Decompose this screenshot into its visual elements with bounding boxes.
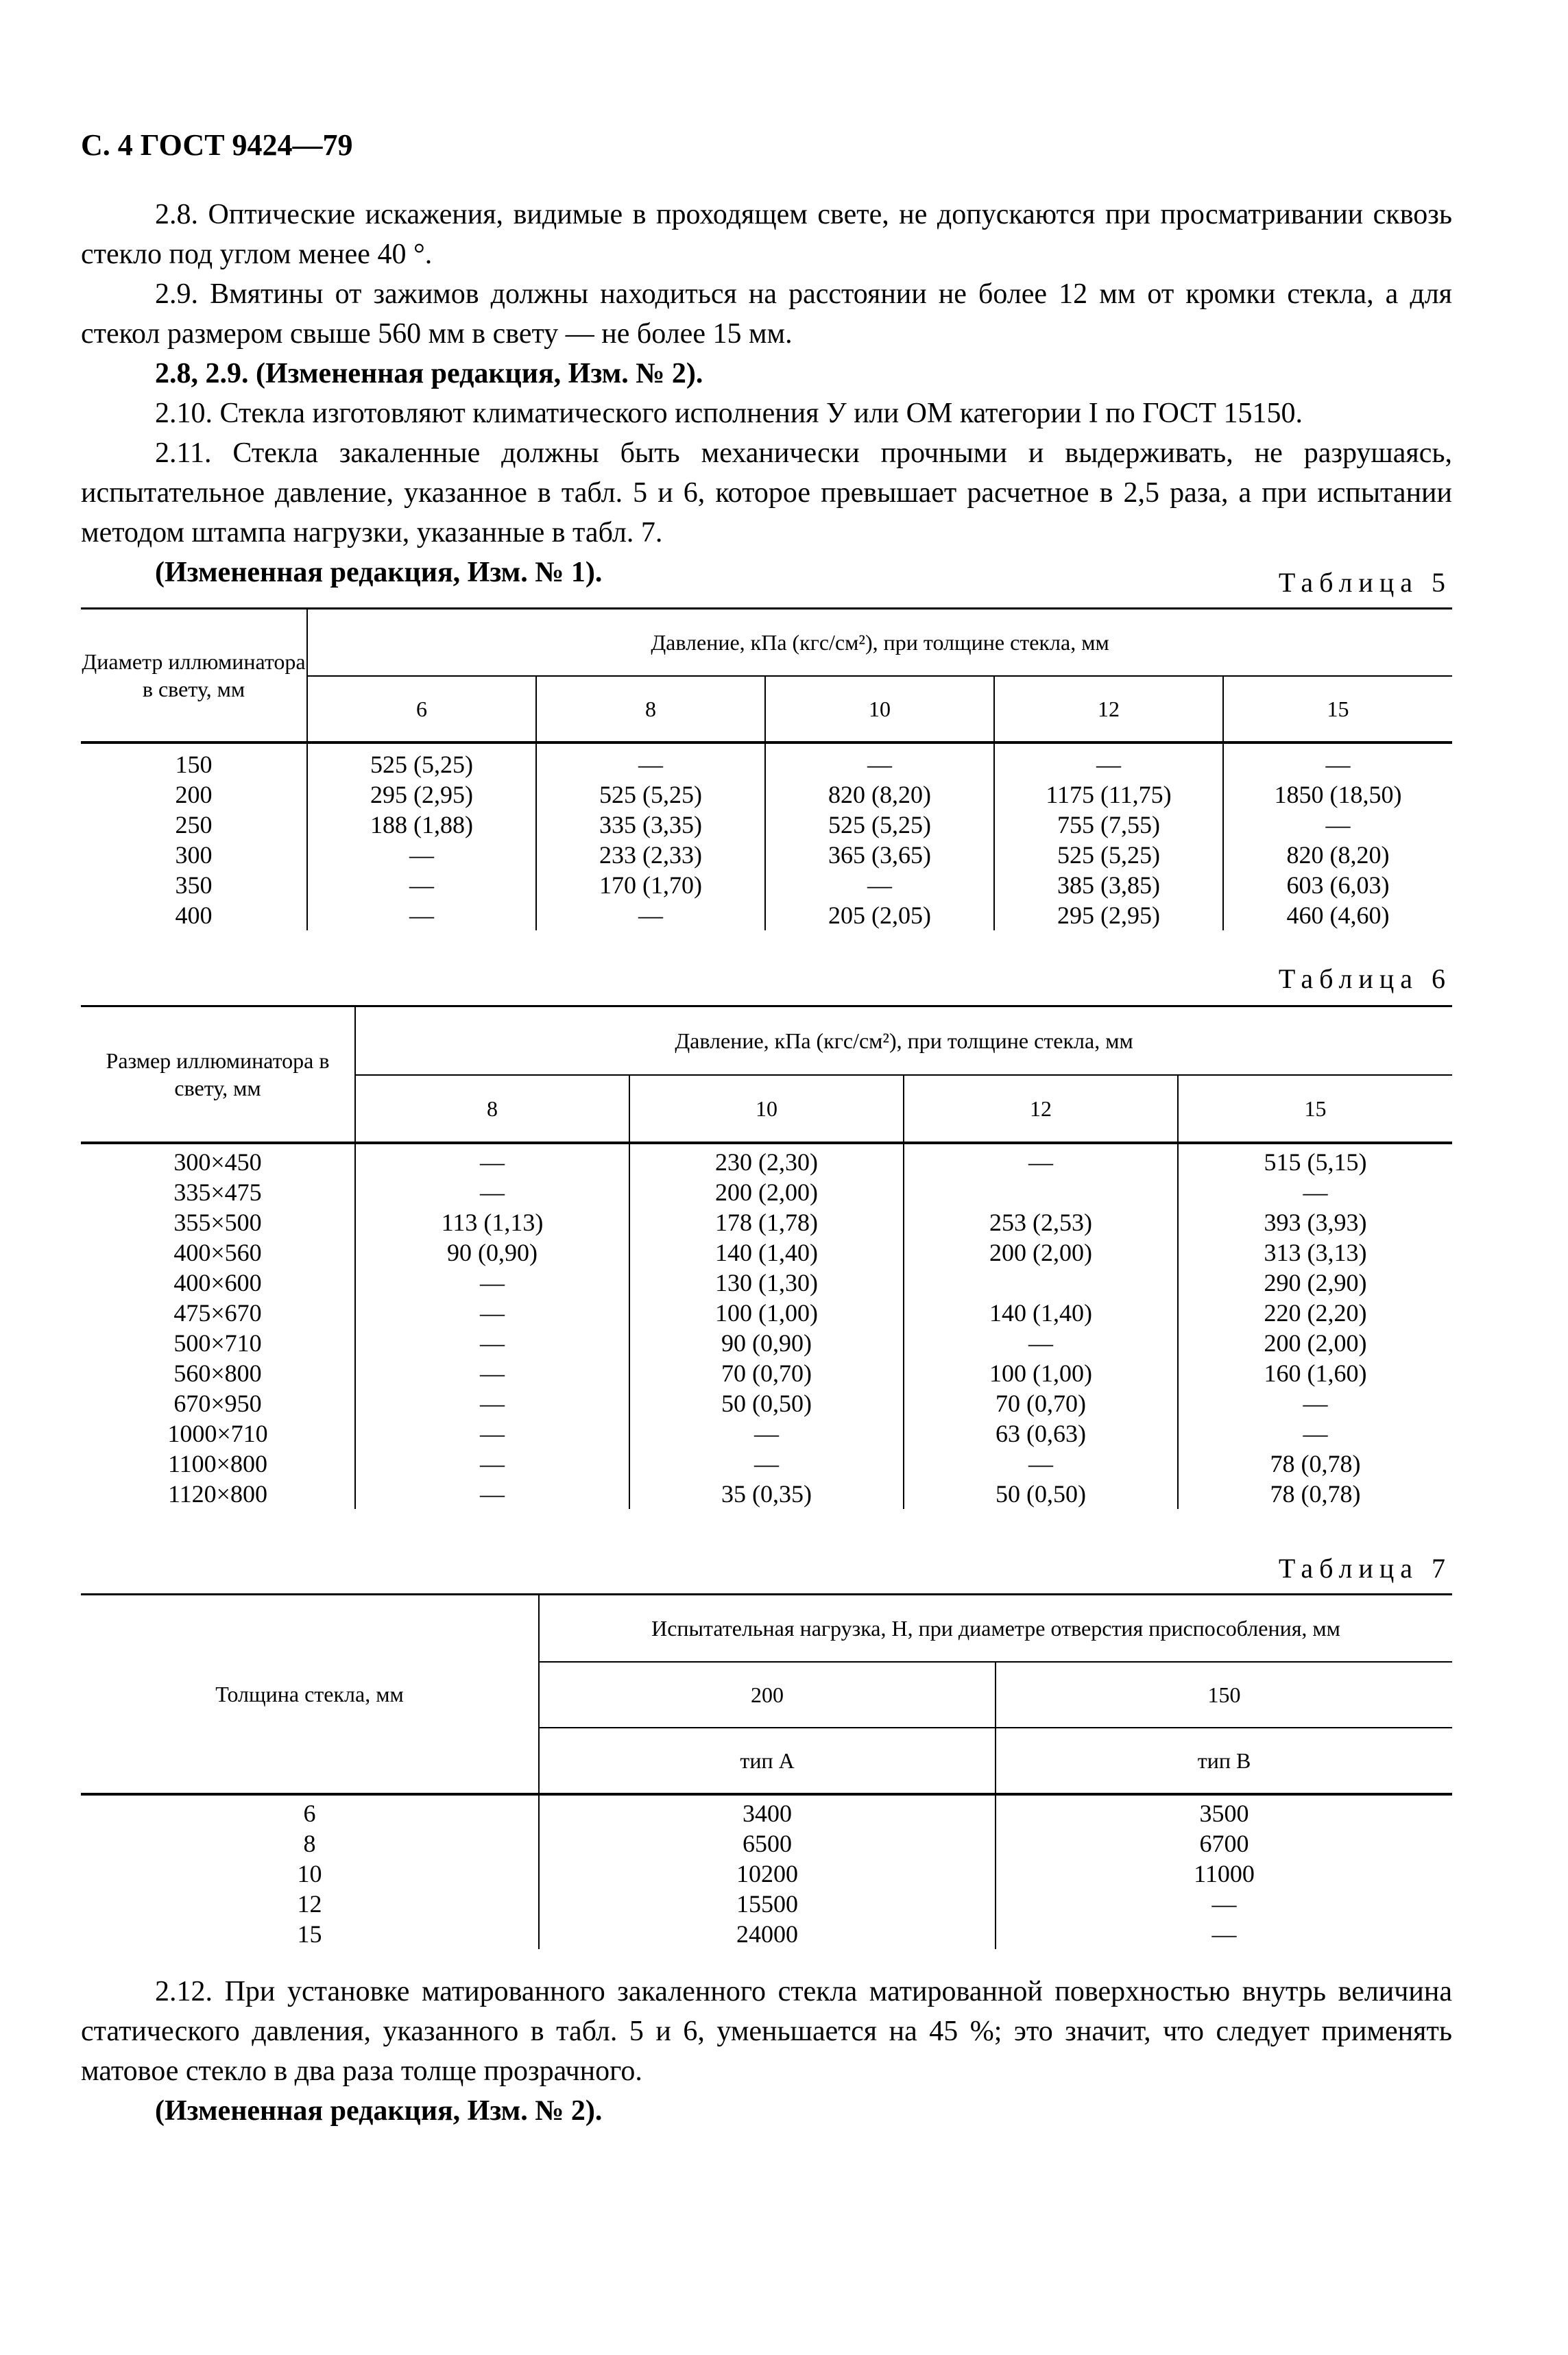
table5-title: Таблица 5 bbox=[1278, 567, 1451, 598]
table-cell: — bbox=[754, 1420, 779, 1447]
table-cell: 253 (2,53) bbox=[989, 1209, 1092, 1236]
table5-column-8 bbox=[536, 742, 765, 930]
table-cell: 460 (4,60) bbox=[1286, 902, 1390, 929]
table-cell: 1120×800 bbox=[168, 1480, 267, 1508]
table-cell: — bbox=[1211, 1920, 1237, 1948]
table7-row-header: Толщина стекла, мм bbox=[81, 1595, 539, 1795]
table-cell: 290 (2,90) bbox=[1264, 1269, 1367, 1296]
table-cell bbox=[904, 1268, 1177, 1298]
table-cell: 63 (0,63) bbox=[996, 1420, 1086, 1447]
table-cell: 820 (8,20) bbox=[1286, 841, 1390, 869]
table7-type-header: тип А bbox=[539, 1728, 996, 1794]
paragraph-2-12-note: (Измененная редакция, Изм. № 2). bbox=[155, 2095, 603, 2127]
table-cell: — bbox=[480, 1450, 505, 1477]
table7-column-thickness bbox=[81, 1794, 539, 1949]
table6-row-header: Размер иллюминатора в свету, мм bbox=[81, 1006, 355, 1144]
table-cell: 78 (0,78) bbox=[1270, 1480, 1361, 1508]
table-cell: 1000×710 bbox=[167, 1420, 268, 1447]
table-cell: 300×450 bbox=[173, 1148, 262, 1176]
table5-column-12 bbox=[994, 742, 1223, 930]
table-cell: 178 (1,78) bbox=[715, 1209, 818, 1236]
table-cell: 355×500 bbox=[173, 1209, 262, 1236]
table-cell: 400×600 bbox=[173, 1269, 262, 1296]
table-cell: 525 (5,25) bbox=[370, 751, 473, 778]
table-cell: 11000 bbox=[1194, 1860, 1255, 1887]
table-cell: — bbox=[1303, 1390, 1328, 1417]
table7-column-type-a bbox=[539, 1794, 996, 1949]
table-cell: 525 (5,25) bbox=[828, 811, 931, 838]
paragraph-2-11: 2.11. Стекла закаленные должны быть механически прочными и выдерживать, не разрушаясь, испытательное давление, указанное в табл. 5 и 6, которое превышает расчетное в 2,5 раза, а при испытании методом штампа нагрузки, указанные в табл. 7. bbox=[81, 437, 1452, 548]
table6-column-12 bbox=[904, 1143, 1178, 1509]
table-cell: 90 (0,90) bbox=[721, 1329, 812, 1357]
table-cell: 90 (0,90) bbox=[447, 1239, 538, 1266]
table-cell: 15500 bbox=[736, 1890, 798, 1918]
table6-column-10 bbox=[629, 1143, 904, 1509]
table-cell: — bbox=[1211, 1890, 1237, 1918]
table-cell: — bbox=[638, 751, 663, 778]
table-cell: 6500 bbox=[743, 1830, 792, 1857]
table-cell: 188 (1,88) bbox=[370, 811, 473, 838]
table-cell: 220 (2,20) bbox=[1264, 1299, 1367, 1327]
table5-col-header: 6 bbox=[307, 676, 536, 742]
table5-column-6 bbox=[307, 742, 536, 930]
table-cell: 1850 (18,50) bbox=[1274, 781, 1402, 808]
table5-column-15 bbox=[1223, 742, 1452, 930]
table-cell: — bbox=[1028, 1329, 1053, 1357]
table-cell: 295 (2,95) bbox=[370, 781, 473, 808]
table-cell: 250 bbox=[175, 811, 213, 838]
table-cell: 8 bbox=[303, 1830, 316, 1857]
table-cell: 140 (1,40) bbox=[715, 1239, 818, 1266]
table-cell: 400×560 bbox=[173, 1239, 262, 1266]
table-cell: 70 (0,70) bbox=[996, 1390, 1086, 1417]
table-cell: — bbox=[480, 1420, 505, 1447]
table5-col-header: 12 bbox=[994, 676, 1223, 742]
table-cell: — bbox=[1028, 1450, 1053, 1477]
table-cell: 6700 bbox=[1199, 1830, 1249, 1857]
table6 bbox=[81, 1005, 1452, 1509]
table-cell: 475×670 bbox=[173, 1299, 262, 1327]
paragraph-2-8-2-9-note: 2.8, 2.9. (Измененная редакция, Изм. № 2). bbox=[155, 358, 703, 389]
table-cell: — bbox=[867, 751, 892, 778]
table-cell: — bbox=[638, 902, 663, 929]
table6-title: Таблица 6 bbox=[1278, 963, 1451, 994]
table-cell: — bbox=[1096, 751, 1121, 778]
table-cell: 525 (5,25) bbox=[1057, 841, 1160, 869]
table6-column-15 bbox=[1178, 1143, 1452, 1509]
table-cell: 50 (0,50) bbox=[721, 1390, 812, 1417]
table5-group-header: Давление, кПа (кгс/см²), при толщине стекла, мм bbox=[307, 609, 1452, 677]
table-cell: 12 bbox=[297, 1890, 322, 1918]
table6-column-size bbox=[81, 1143, 355, 1509]
table-cell: 603 (6,03) bbox=[1286, 871, 1390, 899]
paragraph-2-11-note: (Измененная редакция, Изм. № 1). bbox=[155, 557, 603, 588]
table-cell: 393 (3,93) bbox=[1264, 1209, 1367, 1236]
table-cell: 6 bbox=[303, 1800, 316, 1827]
table5-column-10 bbox=[765, 742, 994, 930]
table-cell: — bbox=[1028, 1148, 1053, 1176]
table5 bbox=[81, 607, 1452, 930]
table-cell: — bbox=[480, 1269, 505, 1296]
table-cell: — bbox=[867, 871, 892, 899]
table7-group-header: Испытательная нагрузка, Н, при диаметре отверстия приспособления, мм bbox=[539, 1595, 1452, 1663]
table-cell: 100 (1,00) bbox=[715, 1299, 818, 1327]
table7-title: Таблица 7 bbox=[1278, 1553, 1451, 1584]
table6-col-header: 8 bbox=[355, 1075, 629, 1143]
table-cell: — bbox=[480, 1299, 505, 1327]
paragraph-2-12: 2.12. При установке матированного закаленного стекла матированной поверхностью внутрь величина статического давления, указанного в табл. 5 и 6, уменьшается на 45 %; это значит, что следует применять матовое стекло в два раза толще прозрачного. bbox=[81, 1976, 1452, 2087]
table-cell bbox=[904, 1177, 1177, 1207]
table-cell: — bbox=[480, 1390, 505, 1417]
table-cell: 78 (0,78) bbox=[1270, 1450, 1361, 1477]
table-cell: 230 (2,30) bbox=[715, 1148, 818, 1176]
table-cell: 820 (8,20) bbox=[828, 781, 931, 808]
table-cell: 560×800 bbox=[173, 1360, 262, 1387]
table-cell: 1175 (11,75) bbox=[1046, 781, 1172, 808]
table-cell: 295 (2,95) bbox=[1057, 902, 1160, 929]
table5-col-header: 8 bbox=[536, 676, 765, 742]
table-cell: 10 bbox=[297, 1860, 322, 1887]
table6-col-header: 12 bbox=[904, 1075, 1178, 1143]
table-cell: 140 (1,40) bbox=[989, 1299, 1092, 1327]
table-cell: — bbox=[409, 841, 434, 869]
table5-column-diameter bbox=[81, 742, 307, 930]
paragraph-2-8: 2.8. Оптические искажения, видимые в проходящем свете, не допускаются при просматривании сквозь стекло под углом менее 40 °. bbox=[81, 199, 1452, 270]
table7-diameter-header: 150 bbox=[996, 1662, 1452, 1728]
table-cell: 15 bbox=[297, 1920, 322, 1948]
table-cell: — bbox=[1325, 811, 1351, 838]
table5-col-header: 15 bbox=[1223, 676, 1452, 742]
table5-col-header: 10 bbox=[765, 676, 994, 742]
paragraphs-bottom bbox=[81, 1972, 1452, 2131]
table6-col-header: 10 bbox=[629, 1075, 904, 1143]
table-cell: — bbox=[754, 1450, 779, 1477]
table-cell: 113 (1,13) bbox=[441, 1209, 544, 1236]
table-cell: — bbox=[1325, 751, 1351, 778]
table-cell: 755 (7,55) bbox=[1057, 811, 1160, 838]
table-cell: 70 (0,70) bbox=[721, 1360, 812, 1387]
table7 bbox=[81, 1593, 1452, 1949]
table6-column-8 bbox=[355, 1143, 629, 1509]
table-cell: 50 (0,50) bbox=[996, 1480, 1086, 1508]
table-cell: 24000 bbox=[736, 1920, 798, 1948]
paragraphs-top bbox=[81, 195, 1452, 592]
table-cell: — bbox=[480, 1329, 505, 1357]
table-cell: — bbox=[409, 871, 434, 899]
table-cell: 670×950 bbox=[173, 1390, 262, 1417]
table-cell: 3400 bbox=[743, 1800, 792, 1827]
table-cell: 3500 bbox=[1199, 1800, 1249, 1827]
page-header: С. 4 ГОСТ 9424—79 bbox=[81, 128, 353, 162]
table-cell: 200 (2,00) bbox=[989, 1239, 1092, 1266]
table6-col-header: 15 bbox=[1178, 1075, 1452, 1143]
table5-row-header: Диаметр иллюминатора в свету, мм bbox=[81, 609, 307, 743]
table-cell: 160 (1,60) bbox=[1264, 1360, 1367, 1387]
table-cell: 233 (2,33) bbox=[599, 841, 702, 869]
table-cell: 1100×800 bbox=[168, 1450, 267, 1477]
table-cell: 515 (5,15) bbox=[1264, 1148, 1367, 1176]
table-cell: — bbox=[480, 1179, 505, 1206]
table-cell: 150 bbox=[175, 751, 213, 778]
table-cell: 100 (1,00) bbox=[989, 1360, 1092, 1387]
table-cell: 130 (1,30) bbox=[715, 1269, 818, 1296]
table-cell: 525 (5,25) bbox=[599, 781, 702, 808]
table7-type-header: тип В bbox=[996, 1728, 1452, 1794]
table-cell: 205 (2,05) bbox=[828, 902, 931, 929]
table7-diameter-header: 200 bbox=[539, 1662, 996, 1728]
table-cell: 200 bbox=[175, 781, 213, 808]
table7-column-type-b bbox=[996, 1794, 1452, 1949]
table-cell: 385 (3,85) bbox=[1057, 871, 1160, 899]
table-cell: 365 (3,65) bbox=[828, 841, 931, 869]
table-cell: — bbox=[480, 1480, 505, 1508]
table-cell: 313 (3,13) bbox=[1264, 1239, 1367, 1266]
table-cell: 500×710 bbox=[173, 1329, 262, 1357]
table-cell: 335 (3,35) bbox=[599, 811, 702, 838]
table-cell: — bbox=[1303, 1420, 1328, 1447]
table-cell: 350 bbox=[175, 871, 213, 899]
table-cell: 200 (2,00) bbox=[715, 1179, 818, 1206]
table-cell: 170 (1,70) bbox=[599, 871, 702, 899]
table-cell: 200 (2,00) bbox=[1264, 1329, 1367, 1357]
table-cell: — bbox=[480, 1148, 505, 1176]
table-cell: 10200 bbox=[736, 1860, 798, 1887]
table-cell: — bbox=[1303, 1179, 1328, 1206]
paragraph-2-9: 2.9. Вмятины от зажимов должны находиться на расстоянии не более 12 мм от кромки стекла, а для стекол размером свыше 560 мм в свету — не более 15 мм. bbox=[81, 278, 1452, 350]
table-cell: 400 bbox=[175, 902, 213, 929]
table6-group-header: Давление, кПа (кгс/см²), при толщине стекла, мм bbox=[355, 1006, 1452, 1076]
table-cell: 35 (0,35) bbox=[721, 1480, 812, 1508]
table-cell: — bbox=[409, 902, 434, 929]
table-cell: — bbox=[480, 1360, 505, 1387]
table-cell: 335×475 bbox=[173, 1179, 262, 1206]
paragraph-2-10: 2.10. Стекла изготовляют климатического исполнения У или ОМ категории I по ГОСТ 15150. bbox=[155, 398, 1303, 429]
table-cell: 300 bbox=[175, 841, 213, 869]
